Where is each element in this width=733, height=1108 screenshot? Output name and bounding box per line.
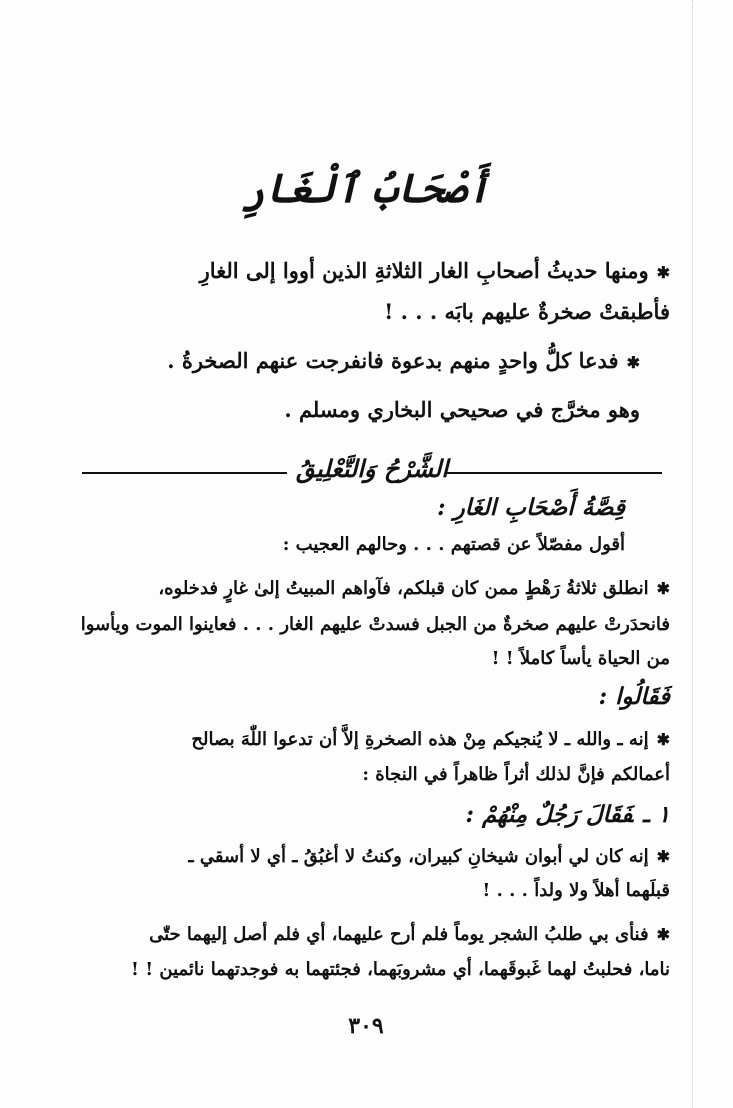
section-number: ١ ـ — [642, 801, 670, 828]
commentary-divider — [82, 454, 662, 483]
chapter-title: أَصْحَابُ ٱلْغَارِ — [241, 165, 491, 212]
section3-text-3: فنأى بي طلبُ الشجر يوماً فلم أرح عليهما، أي فلم أصل إليهما حتّٰى — [149, 924, 649, 945]
divider-line-left — [82, 472, 287, 474]
section1-line-1 — [70, 577, 670, 601]
section1-intro: أقول مفصّلاً عن قصتهم . . . وحالهم العجيب : — [282, 534, 625, 555]
star-bullet-icon: ✱ — [656, 263, 670, 282]
section2-line-1 — [70, 728, 670, 752]
section-heading-first-man — [70, 801, 670, 828]
star-bullet-icon: ✱ — [656, 925, 670, 944]
star-bullet-icon: ✱ — [656, 847, 670, 866]
section1-line-2: فانحدَرتْ عليهم صخرةٌ من الجبل فسدتْ عليهم الغار . . . فعاينوا الموت ويأسوا — [80, 614, 670, 635]
star-bullet-icon: ✱ — [656, 730, 670, 749]
section2-text-1: إنه ـ والله ـ لا يُنجيكم مِنْ هذه الصخرةِ إلاَّ أن تدعوا اللّٰهَ بصالح — [191, 729, 649, 750]
section3-line-1 — [70, 845, 670, 869]
intro-text-1: ومنها حديثُ أصحابِ الغار الثلاثةِ الذين أووا إلى الغارِ — [199, 258, 649, 283]
section3-text-1: إنه كان لي أبوان شيخانِ كبيران، وكنتُ لا أغبُقُ ـ أي لا أسقي ـ — [188, 846, 649, 867]
divider-line-right — [447, 472, 662, 474]
section-heading-said: فَقَالُوا : — [598, 683, 670, 710]
section1-line-3: من الحياة يأساً كاملاً ! ! — [491, 648, 670, 669]
section-heading-story: قِصَّةُ أَصْحَابِ الغَارِ : — [437, 494, 625, 521]
section2-line-2: أعمالكم فإنَّ لذلك أثراً ظاهراً في النجاة : — [362, 764, 670, 785]
section3-line-4: ناما، فحلبتُ لهما غَبوقَهما، أي مشروبَهما، فجئتهما به فوجدتهما نائمين ! ! — [131, 959, 670, 980]
intro-line-2 — [70, 299, 670, 325]
intro-line-4 — [70, 397, 640, 423]
intro-text-3: فدعا كلُّ واحدٍ منهم بدعوة فانفرجت عنهم الصخرةُ . — [167, 348, 619, 373]
section3-line-3 — [70, 923, 670, 947]
intro-text-2: فأطبقتْ صخرةٌ عليهم بابَه . . . ! — [384, 299, 670, 324]
star-bullet-icon: ✱ — [656, 579, 670, 598]
intro-line-1 — [70, 258, 670, 286]
intro-line-3 — [70, 348, 640, 376]
page-number: ٣٠٩ — [348, 1013, 384, 1039]
section3-heading-text: فَقَالَ رَجُلٌ مِنْهُمْ : — [465, 801, 633, 828]
intro-text-4: وهو مخرَّج في صحيحي البخاري ومسلم . — [284, 397, 640, 422]
section1-text-1: انطلق ثلاثةُ رَهْطٍ ممن كان قبلكم، فآواهم المبيتُ إلىٰ غارٍ فدخلوه، — [158, 578, 649, 599]
star-bullet-icon: ✱ — [626, 353, 640, 372]
page-edge-scan-line — [691, 0, 693, 1108]
section3-line-2: قبلَهما أهلاً ولا ولداً . . . ! — [482, 880, 670, 901]
divider-label: الشَّرْحُ وَالتَّعْلِيقُ — [295, 454, 449, 483]
